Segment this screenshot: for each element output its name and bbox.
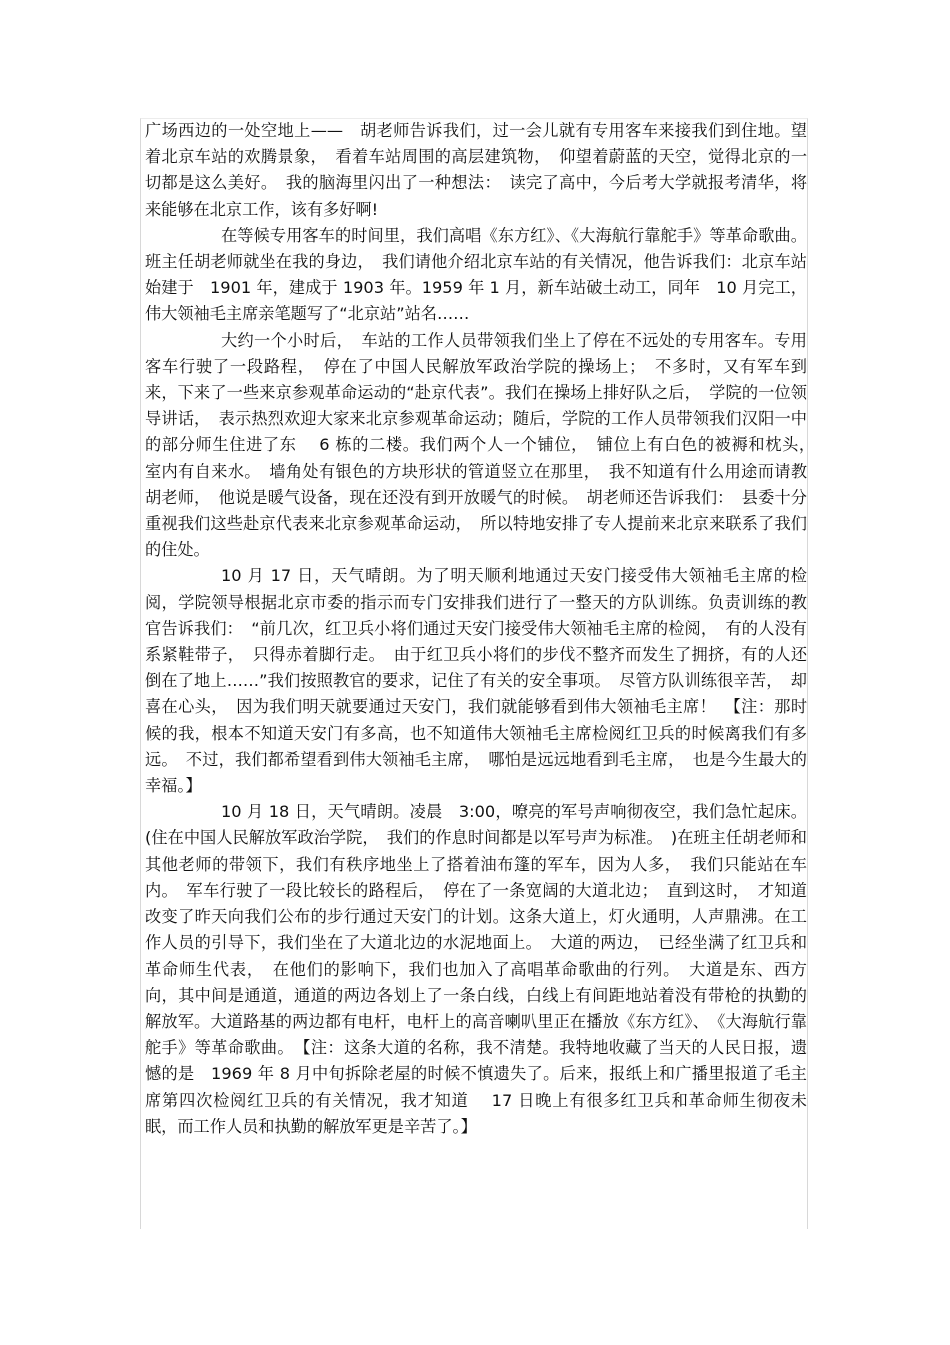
paragraph-5: 10 月 18 日，天气晴朗。凌晨 3:00，嘹亮的军号声响彻夜空，我们急忙起床。(住在中国人民解放军政治学院， 我们的作息时间都是以军号声为标准。 )在班主任胡老师和其他老师的带领下，我们有秩序地坐上了搭着油布篷的军车，因为人多， 我们只能站在车内。 军车行驶了一段比较长的路程后， 停在了一条宽阔的大道北边； 直到这时， 才知道改变了昨天向我们公布的步行通过天安门的计划。这条大道上，灯火通明，人声鼎沸。在工作人员的引导下，我们坐在了大道北边的水泥地面上。 大道的两边， 已经坐满了红卫兵和革命师生代表， 在他们的影响下，我们也加入了高唱革命歌曲的行列。 大道是东、西方向，其中间是通道，通道的两边各划上了一条白线，白线上有间距地站着没有带枪的执勤的解放军。大道路基的两边都有电杆，电杆上的高音喇叭里正在播放《东方红》、 《大海航行靠舵手》等革命歌曲。 【注：这条大道的名称，我不清楚。我特地收藏了当天的人民日报，遗憾的是 1969 年 8 月中旬拆除老屋的时候不慎遗失了。后来，报纸上和广播里报道了毛主席第四次检阅红卫兵的有关情况，我才知道 17 日晚上有很多红卫兵和革命师生彻夜未眠，而工作人员和执勤的解放军更是辛苦了。】 (145, 802, 807, 1136)
paragraph-1: 广场西边的一处空地上—— 胡老师告诉我们，过一会儿就有专用客车来接我们到住地。望着北京车站的欢腾景象， 看着车站周围的高层建筑物， 仰望着蔚蓝的天空，觉得北京的一切都是这么美好。 我的脑海里闪出了一种想法： 读完了高中，今后考大学就报考清华，将来能够在北京工作，该有多好啊! (145, 121, 807, 219)
paragraph-2: 在等候专用客车的时间里，我们高唱《东方红》、《大海航行靠舵手》等革命歌曲。班主任胡老师就坐在我的身边， 我们请他介绍北京车站的有关情况，他告诉我们：北京车站始建于 1901 年，建成于 1903 年。1959 年 1 月，新车站破土动工，同年 10 月完工，伟大领袖毛主席亲笔题写了“北京站”站名…… (145, 225, 807, 324)
paragraph-4: 10 月 17 日，天气晴朗。为了明天顺利地通过天安门接受伟大领袖毛主席的检阅，学院领导根据北京市委的指示而专门安排我们进行了一整天的方队训练。负责训练的教官告诉我们： “前几次，红卫兵小将们通过天安门接受伟大领袖毛主席的检阅， 有的人没有系紧鞋带子， 只得赤着脚行走。 由于红卫兵小将们的步伐不整齐而发生了拥挤，有的人还倒在了地上……”我们按照教官的要求，记住了有关的安全事项。 尽管方队训练很辛苦， 却喜在心头， 因为我们明天就要通过天安门，我们就能够看到伟大领袖毛主席！ 【注：那时候的我，根本不知道天安门有多高，也不知道伟大领袖毛主席检阅红卫兵的时候离我们有多远。 不过，我们都希望看到伟大领袖毛主席， 哪怕是远远地看到毛主席， 也是今生最大的幸福。】 (145, 566, 807, 796)
paragraph-3: 大约一个小时后， 车站的工作人员带领我们坐上了停在不远处的专用客车。专用客车行驶了一段路程， 停在了中国人民解放军政治学院的操场上； 不多时，又有军车到来，下来了一些来京参观革命运动的“赴京代表”。我们在操场上排好队之后， 学院的一位领导讲话， 表示热烈欢迎大家来北京参观革命运动；随后，学院的工作人员带领我们汉阳一中的部分师生住进了东 6 栋的二楼。我们两个人一个铺位， 铺位上有白色的被褥和枕头， 室内有自来水。 墙角处有银色的方块形状的管道竖立在那里， 我不知道有什么用途而请教胡老师， 他说是暖气设备，现在还没有到开放暖气的时候。 胡老师还告诉我们： 县委十分重视我们这些赴京代表来北京参观革命运动， 所以特地安排了专人提前来北京来联系了我们的住处。 (145, 330, 824, 560)
document-body (145, 118, 824, 1140)
